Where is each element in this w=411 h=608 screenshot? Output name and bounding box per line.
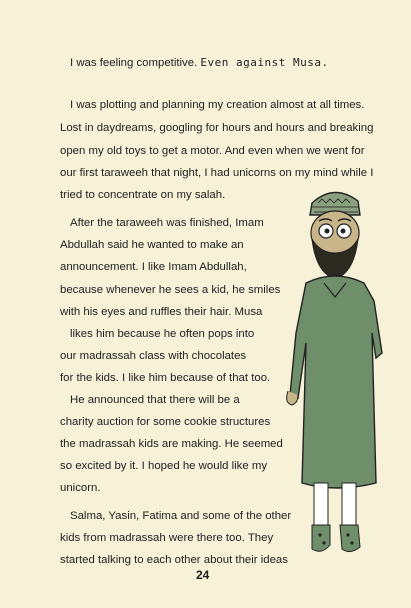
paragraph-line-11: with his eyes and ruffles their hair. Musa [60,306,263,318]
imam-illustration [276,183,394,563]
paragraph-line-14: for the kids. I like him because of that too. [60,372,271,384]
paragraph-line-17: the madrassah kids are making. He seemed [60,438,283,450]
paragraph-line-6: tried to concentrate on my salah. [60,189,226,201]
paragraph-line-13: our madrassah class with chocolates [60,350,247,362]
paragraph-line-5: our first taraweeh that night, I had unicorns on my mind while I [60,167,374,179]
paragraph-line-2: I was plotting and planning my creation almost at all times. [70,99,365,111]
paragraph-line-22: started talking to each other about their ideas [60,554,288,566]
paragraph-line-3: Lost in daydreams, googling for hours and hours and breaking [60,122,374,134]
paragraph-line-18: so excited by it. I hoped he would like my [60,460,268,472]
page-number: 24 [196,568,210,582]
paragraph-line-20: Salma, Yasin, Fatima and some of the other [70,510,292,522]
paragraph-line-10: because whenever he sees a kid, he smiles [60,284,281,296]
paragraph-line-16: charity auction for some cookie structures [60,416,271,428]
paragraph-line-9: announcement. I like Imam Abdullah, [60,261,247,273]
paragraph-line-15: He announced that there will be a [70,394,240,406]
paragraph-line-4: open my old toys to get a motor. And even when we went for [60,145,365,157]
paragraph-line-12: likes him because he often pops into [70,328,255,340]
paragraph-line-19: unicorn. [60,482,101,494]
paragraph-line-21: kids from madrassah were there too. They [60,532,274,544]
paragraph-line-7: After the taraweeh was finished, Imam [70,217,264,229]
line-text: I was feeling competitive. [70,57,201,69]
paragraph-line-8: Abdullah said he wanted to make an [60,239,244,251]
paragraph-line-1 [70,56,329,70]
handwritten-text: Even against Musa. [200,56,329,69]
